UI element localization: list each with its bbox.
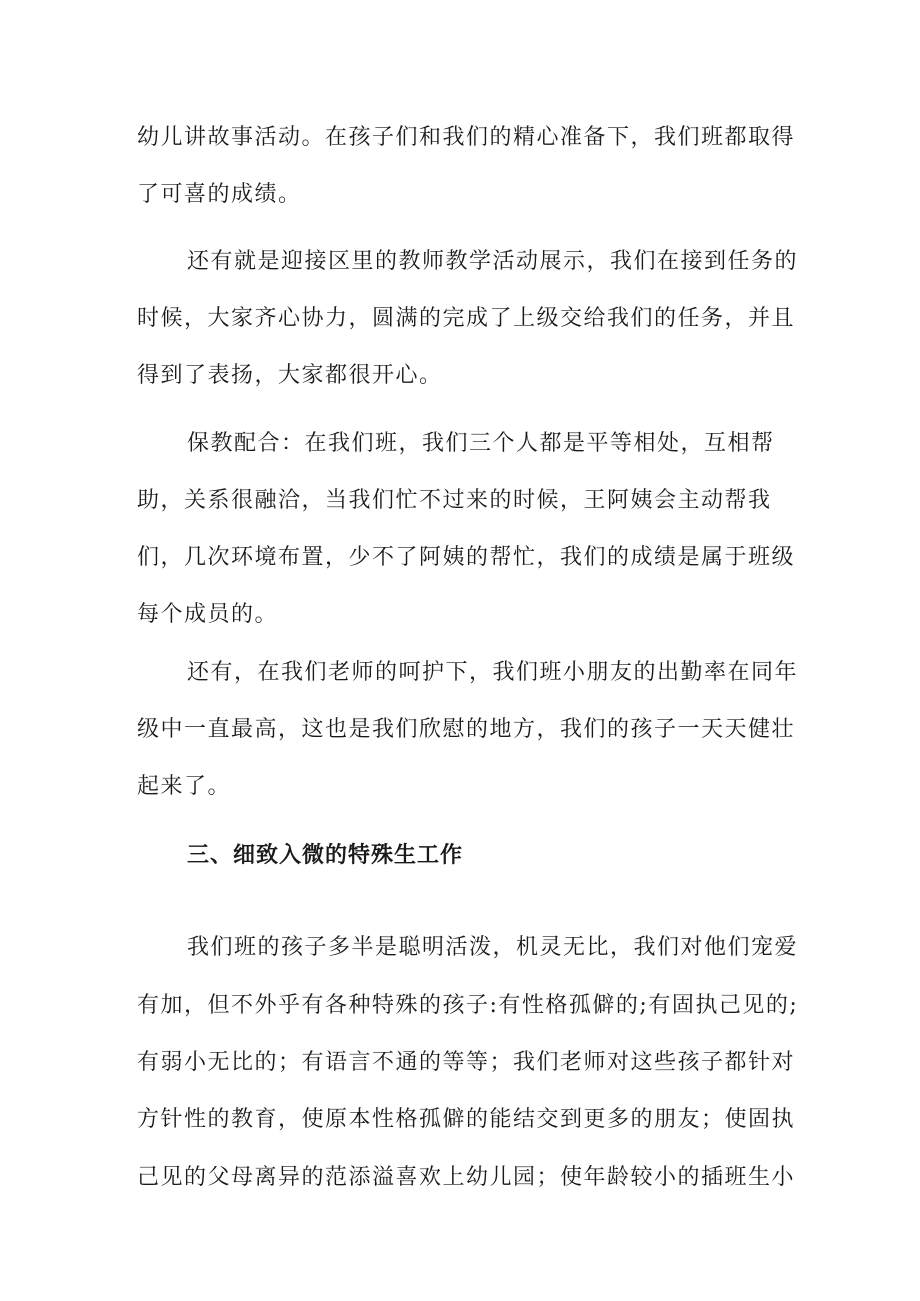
text-line: 保教配合：在我们班，我们三个人都是平等相处，互相帮	[187, 431, 775, 456]
text-line: 方针性的教育，使原本性格孤僻的能结交到更多的朋友；使固执	[137, 1107, 796, 1132]
text-line: 有加，但不外乎有各种特殊的孩子:有性格孤僻的;有固执己见的;	[137, 993, 799, 1018]
text-line: 级中一直最高，这也是我们欣慰的地方，我们的孩子一天天健壮	[137, 717, 796, 742]
text-line: 助，关系很融洽，当我们忙不过来的时候，王阿姨会主动帮我	[137, 488, 772, 513]
text-line: 时候，大家齐心协力，圆满的完成了上级交给我们的任务，并且	[137, 306, 796, 331]
section-heading: 三、细致入微的特殊生工作	[187, 842, 464, 868]
text-line: 己见的父母离异的范添溢喜欢上幼儿园；使年龄较小的插班生小	[137, 1165, 796, 1190]
text-line: 得到了表扬，大家都很开心。	[137, 363, 443, 388]
text-line: 了可喜的成绩。	[137, 182, 302, 207]
text-line: 还有就是迎接区里的教师教学活动展示，我们在接到任务的	[187, 249, 799, 274]
text-line: 我们班的孩子多半是聪明活泼，机灵无比，我们对他们宠爱	[187, 935, 799, 960]
text-line: 们，几次环境布置，少不了阿姨的帮忙，我们的成绩是属于班级	[137, 545, 796, 570]
text-line: 每个成员的。	[137, 602, 279, 627]
text-line: 幼儿讲故事活动。在孩子们和我们的精心准备下，我们班都取得	[137, 125, 796, 150]
text-line: 还有，在我们老师的呵护下，我们班小朋友的出勤率在同年	[187, 660, 799, 685]
text-line: 有弱小无比的；有语言不通的等等；我们老师对这些孩子都针对	[137, 1050, 796, 1075]
text-line: 起来了。	[137, 774, 232, 799]
